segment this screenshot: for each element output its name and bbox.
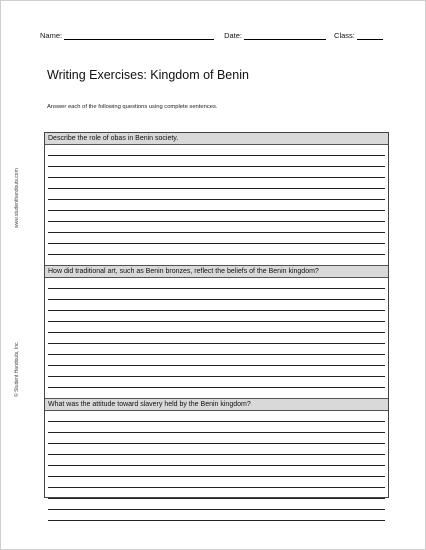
- name-blank[interactable]: [64, 31, 214, 40]
- website-watermark: www.studenthandouts.com: [14, 168, 20, 228]
- answer-line[interactable]: [48, 311, 385, 322]
- questions-box: [44, 132, 389, 498]
- class-blank[interactable]: [357, 31, 383, 40]
- answer-line[interactable]: [48, 322, 385, 333]
- answer-line[interactable]: [48, 167, 385, 178]
- answer-lines-1[interactable]: [45, 145, 388, 265]
- answer-line[interactable]: [48, 333, 385, 344]
- answer-line[interactable]: [48, 411, 385, 422]
- answer-line[interactable]: [48, 433, 385, 444]
- name-label: Name:: [40, 31, 63, 40]
- answer-line[interactable]: [48, 355, 385, 366]
- answer-line[interactable]: [48, 455, 385, 466]
- answer-line[interactable]: [48, 244, 385, 255]
- question-2-text: How did traditional art, such as Benin bronzes, reflect the beliefs of the Benin kingdom?: [45, 265, 388, 278]
- instructions: Answer each of the following questions using complete sentences.: [47, 104, 218, 110]
- date-label: Date:: [224, 31, 243, 40]
- answer-line[interactable]: [48, 178, 385, 189]
- question-block-2: [45, 265, 388, 398]
- answer-line[interactable]: [48, 366, 385, 377]
- date-blank[interactable]: [244, 31, 326, 40]
- answer-line[interactable]: [48, 510, 385, 521]
- answer-line[interactable]: [48, 300, 385, 311]
- answer-line[interactable]: [48, 388, 385, 398]
- answer-line[interactable]: [48, 200, 385, 211]
- answer-line[interactable]: [48, 377, 385, 388]
- question-block-1: [45, 133, 388, 265]
- student-info-header: [40, 31, 386, 40]
- answer-line[interactable]: [48, 499, 385, 510]
- class-label: Class:: [334, 31, 355, 40]
- answer-line[interactable]: [48, 156, 385, 167]
- answer-line[interactable]: [48, 278, 385, 289]
- question-1-text: Describe the role of obas in Benin society.: [45, 133, 388, 145]
- question-3-text: What was the attitude toward slavery held by the Benin kingdom?: [45, 398, 388, 411]
- answer-line[interactable]: [48, 422, 385, 433]
- copyright-watermark: © Student Handouts, Inc.: [14, 341, 20, 397]
- answer-line[interactable]: [48, 189, 385, 200]
- answer-line[interactable]: [48, 233, 385, 244]
- answer-line[interactable]: [48, 222, 385, 233]
- answer-line[interactable]: [48, 444, 385, 455]
- answer-line[interactable]: [48, 477, 385, 488]
- answer-lines-2[interactable]: [45, 278, 388, 398]
- answer-lines-3[interactable]: [45, 411, 388, 521]
- question-block-3: [45, 398, 388, 521]
- answer-line[interactable]: [48, 145, 385, 156]
- answer-line[interactable]: [48, 255, 385, 265]
- answer-line[interactable]: [48, 488, 385, 499]
- answer-line[interactable]: [48, 211, 385, 222]
- answer-line[interactable]: [48, 466, 385, 477]
- answer-line[interactable]: [48, 344, 385, 355]
- answer-line[interactable]: [48, 289, 385, 300]
- page-title: Writing Exercises: Kingdom of Benin: [47, 68, 249, 82]
